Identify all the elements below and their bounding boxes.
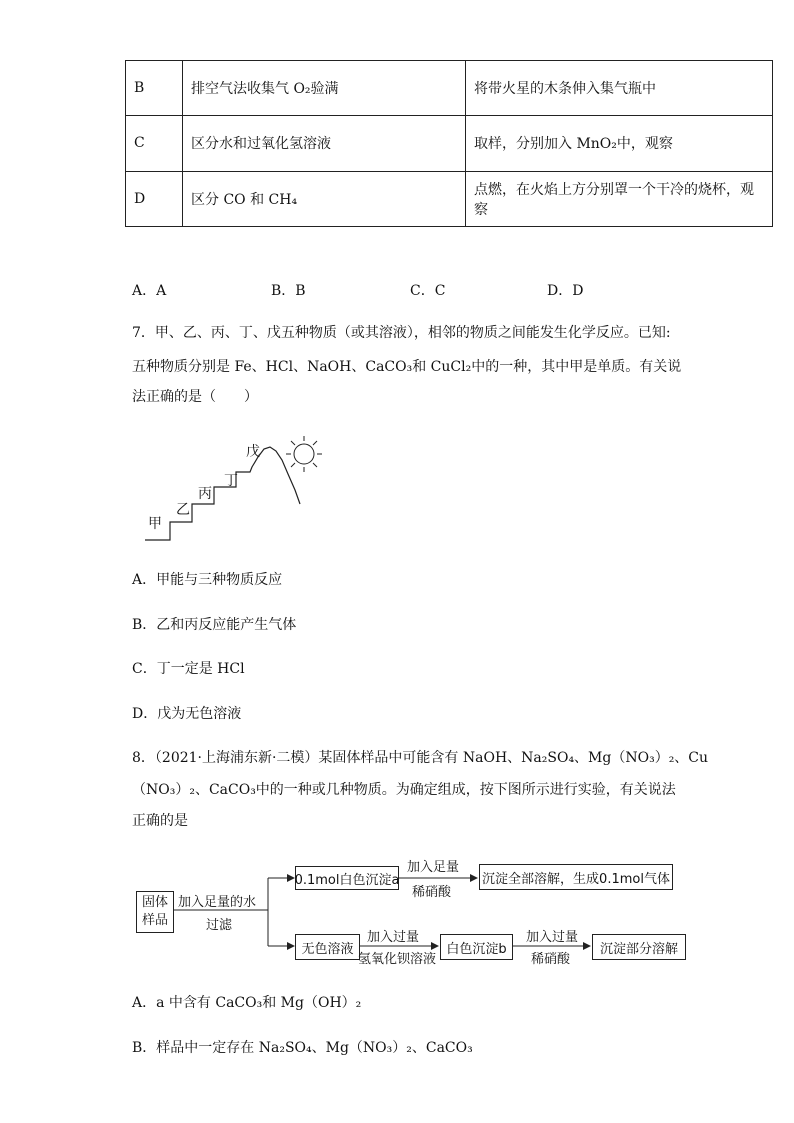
arrow4-bottom-label: 稀硝酸 [531, 952, 571, 967]
precipitate-b-result-label: 沉淀部分溶解 [599, 941, 678, 957]
row-method: 将带火星的木条伸入集气瓶中 [466, 61, 773, 116]
start-box-label: 固体样品 [141, 895, 168, 928]
q7-option-a: A．甲能与三种物质反应 [132, 572, 283, 588]
precipitate-a-label: 0.1mol白色沉淀a [294, 872, 400, 888]
option-b: B．B [271, 283, 306, 299]
row-key: D [126, 171, 183, 226]
row-method: 点燃，在火焰上方分别罩一个干冷的烧杯，观察 [466, 171, 773, 226]
row-method: 取样，分别加入 MnO₂中，观察 [466, 116, 773, 171]
q8-option-b: B．样品中一定存在 Na₂SO₄、Mg（NO₃）₂、CaCO₃ [132, 1040, 473, 1056]
precipitate-b-result-box [592, 934, 686, 960]
arrow4-top-label: 加入过量 [526, 930, 579, 945]
arrow2-bottom-label: 稀硝酸 [412, 885, 452, 900]
arrow2-top-label: 加入足量 [407, 860, 460, 875]
q7-option-d: D．戊为无色溶液 [132, 706, 242, 722]
precipitate-a-result-box [479, 864, 673, 890]
precipitate-b-box [440, 934, 513, 960]
filtrate-box [295, 934, 360, 960]
option-d: D．D [547, 283, 584, 299]
arrow1-bottom-label: 过滤 [206, 918, 233, 933]
option-c: C．C [410, 283, 446, 299]
label-yi: 乙 [176, 502, 190, 518]
row-experiment: 排空气法收集气 O₂验满 [183, 61, 466, 116]
q7-stem-line2: 五种物质分别是 Fe、HCl、NaOH、CaCO₃和 CuCl₂中的一种，其中甲是单质。有关说 [132, 359, 682, 375]
q7-stem-line1: 7．甲、乙、丙、丁、戊五种物质（或其溶液），相邻的物质之间能发生化学反应。已知: [132, 325, 671, 341]
q7-option-b: B．乙和丙反应能产生气体 [132, 617, 297, 633]
row-key: B [126, 61, 183, 116]
option-a: A．A [132, 283, 167, 299]
label-wu: 戊 [246, 444, 260, 460]
q8-stem-line1: 8．（2021·上海浦东新·二模）某固体样品中可能含有 NaOH、Na₂SO₄、Mg（NO₃）₂、Cu [132, 750, 709, 766]
row-key: C [126, 116, 183, 171]
precipitate-a-box [295, 866, 399, 890]
q8-option-a: A．a 中含有 CaCO₃和 Mg（OH）₂ [132, 995, 362, 1011]
arrow3-top-label: 加入过量 [367, 930, 420, 945]
label-bing: 丙 [198, 486, 212, 502]
precipitate-a-result-label: 沉淀全部溶解，生成0.1mol气体 [482, 871, 670, 887]
precipitate-b-label: 白色沉淀b [446, 941, 507, 957]
label-jia: 甲 [148, 516, 162, 532]
start-box [136, 891, 174, 933]
label-ding: 丁 [224, 473, 238, 489]
filtrate-label: 无色溶液 [301, 941, 354, 957]
q8-stem-line3: 正确的是 [132, 813, 188, 829]
q7-option-c: C．丁一定是 HCl [132, 661, 245, 677]
arrow1-top-label: 加入足量的水 [178, 895, 257, 910]
q7-stem-line3: 法正确的是（ ） [132, 389, 258, 405]
row-experiment: 区分 CO 和 CH₄ [183, 171, 466, 226]
arrow3-bottom-label: 氢氧化钡溶液 [358, 952, 437, 967]
row-experiment: 区分水和过氧化氢溶液 [183, 116, 466, 171]
q8-stem-line2: （NO₃）₂、CaCO₃中的一种或几种物质。为确定组成，按下图所示进行实验，有关说法 [132, 782, 676, 798]
